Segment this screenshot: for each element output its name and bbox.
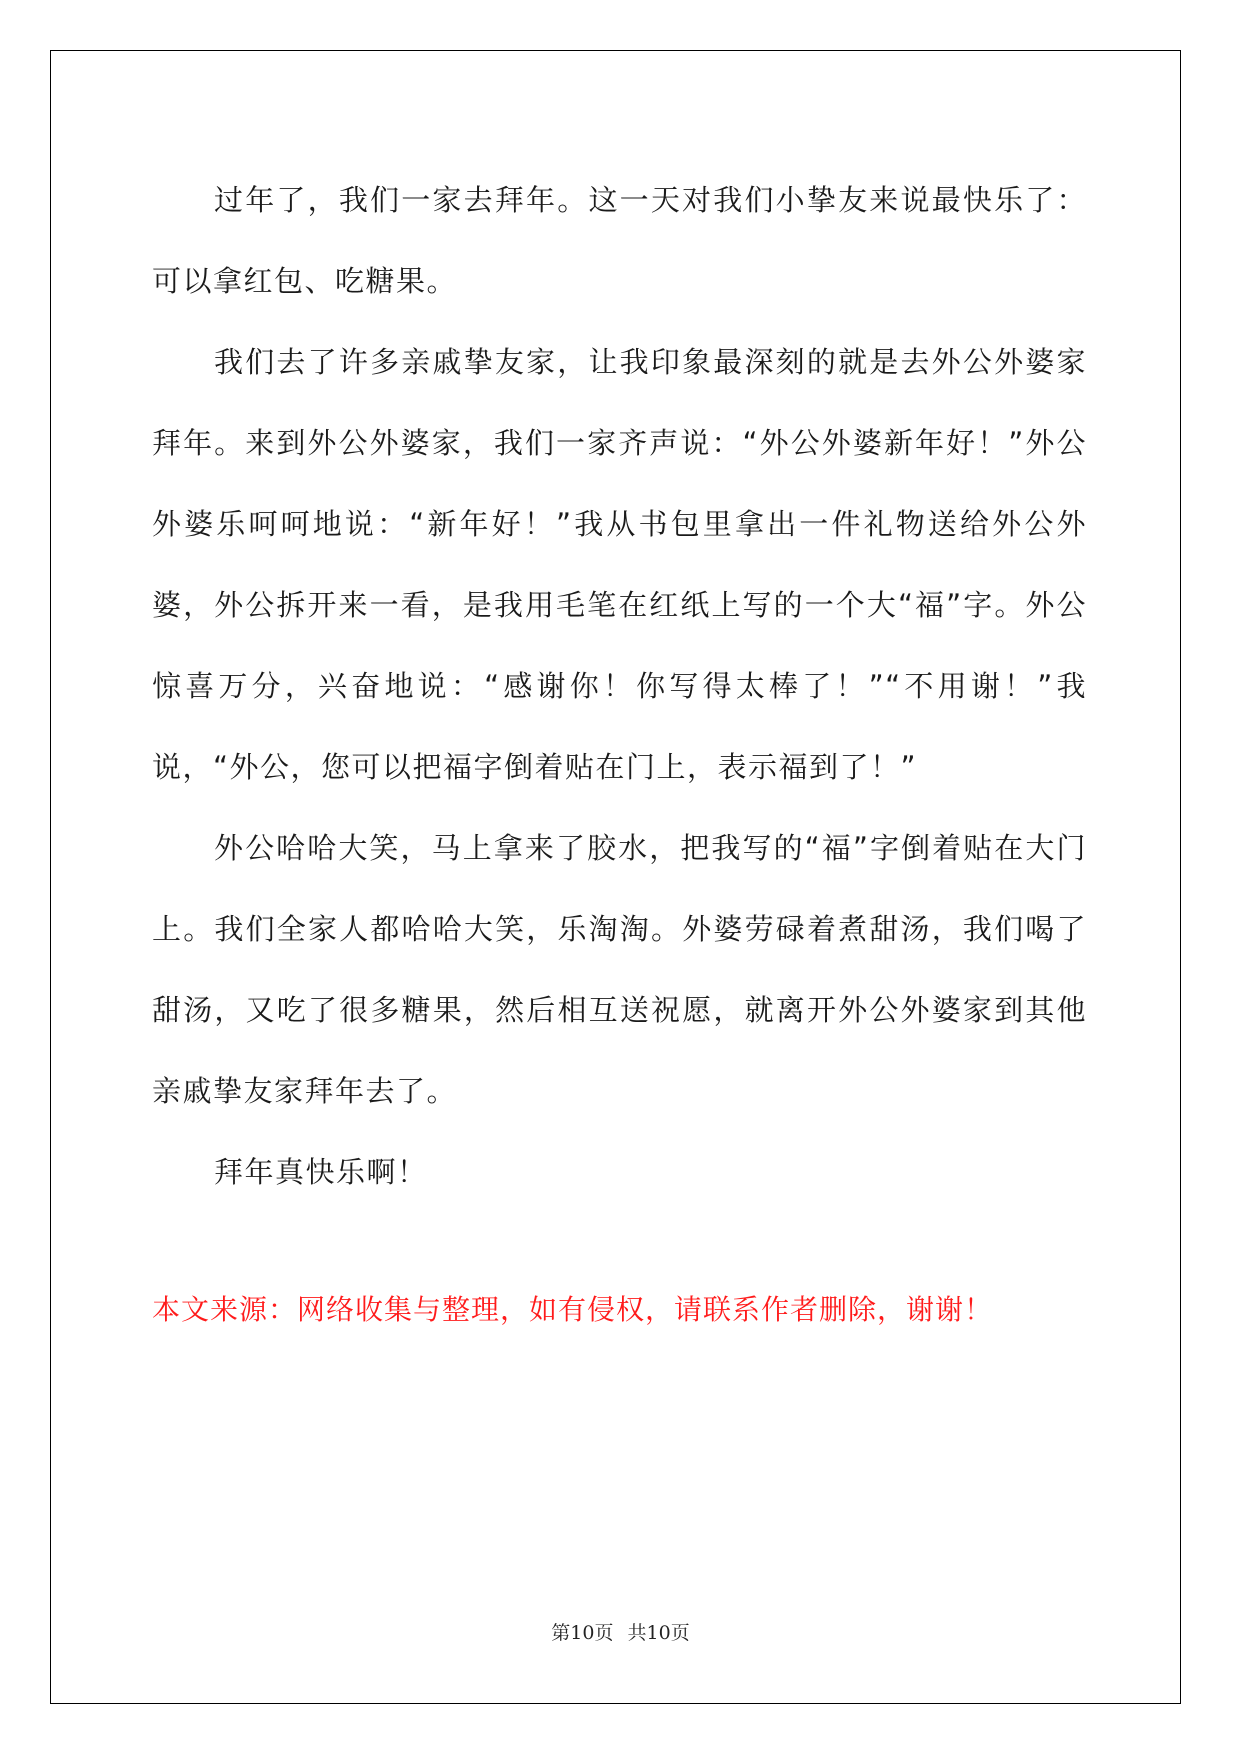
total-pages: 共10页 (627, 1622, 690, 1644)
page-footer (0, 1618, 1241, 1645)
paragraph-3: 外公哈哈大笑，马上拿来了胶水，把我写的“福”字倒着贴在大门上。我们全家人都哈哈大笑，乐淘淘。外婆劳碌着煮甜汤，我们喝了甜汤，又吃了很多糖果，然后相互送祝愿，就离开外公外婆家到其他亲戚挚友家拜年去了。 (152, 831, 1087, 1108)
paragraph-1: 过年了，我们一家去拜年。这一天对我们小挚友来说最快乐了：可以拿红包、吃糖果。 (152, 183, 1087, 298)
document-body (152, 160, 1087, 1213)
source-note: 本文来源：网络收集与整理，如有侵权，请联系作者删除，谢谢！ (152, 1293, 994, 1326)
current-page-number: 第10页 (551, 1622, 614, 1644)
paragraph-2: 我们去了许多亲戚挚友家，让我印象最深刻的就是去外公外婆家拜年。来到外公外婆家，我们一家齐声说：“外公外婆新年好！”外公外婆乐呵呵地说：“新年好！”我从书包里拿出一件礼物送给外公外婆，外公拆开来一看，是我用毛笔在红纸上写的一个大“福”字。外公惊喜万分，兴奋地说：“感谢你！你写得太棒了！”“不用谢！”我说，“外公，您可以把福字倒着贴在门上，表示福到了！” (152, 345, 1087, 784)
paragraph-4: 拜年真快乐啊！ (214, 1155, 428, 1189)
